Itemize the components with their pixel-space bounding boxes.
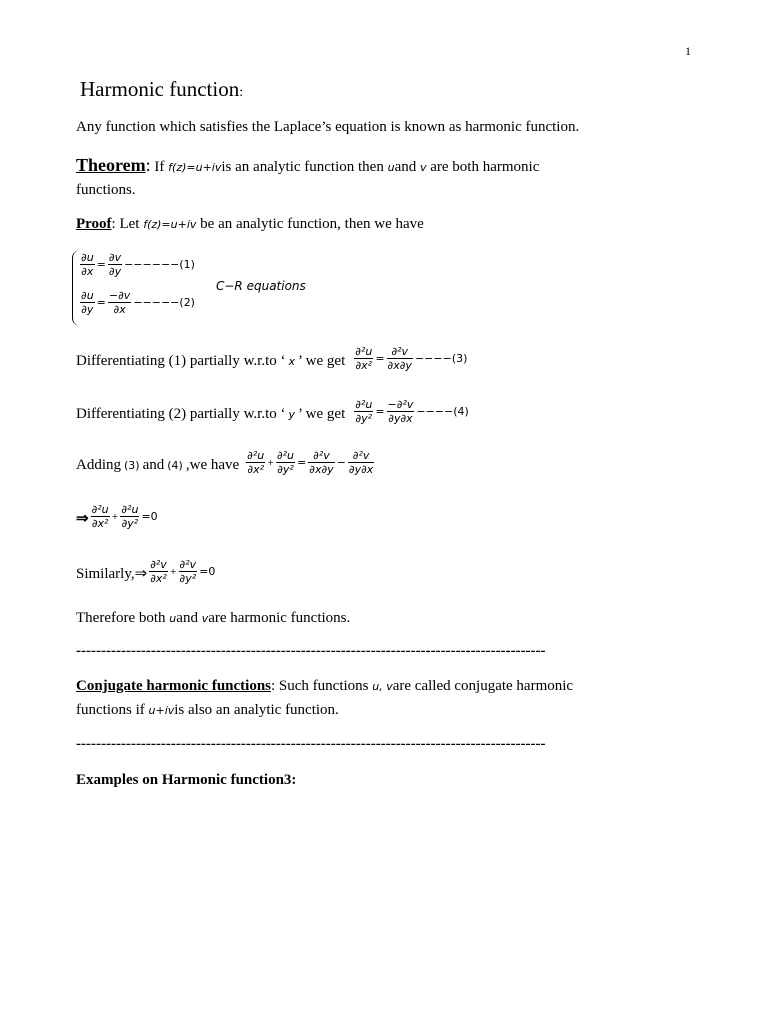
conjugate-text4: is also an analytic function. bbox=[174, 702, 339, 718]
cr-label: C−R equations bbox=[216, 279, 306, 293]
proof-fz: f(z)=u+iv bbox=[143, 218, 197, 231]
examples-heading: Examples on Harmonic function3: bbox=[76, 772, 297, 788]
adding-equation: $\frac{\text{∂²u}}{\text{∂x²}}$ + $\frac{\text{∂²u}}{\text{∂y²}}$ = $\frac{\text{∂²v}}{\partial x\partial y}$ − $\frac{\text{∂²v}}{\partial y\partial x}$ bbox=[247, 449, 374, 476]
divider-2: ---------------------------------------------------------------------------------------------- bbox=[76, 736, 546, 752]
adding-ref1: (3) bbox=[124, 459, 140, 472]
theorem-colon: : bbox=[145, 155, 151, 175]
conjugate-text2: are called conjugate harmonic bbox=[392, 678, 574, 694]
diff1-text2: ’ we get bbox=[298, 353, 346, 369]
similarly-equation: $\frac{\text{∂²v}}{\text{∂x²}}$ + $\frac{\text{∂²v}}{\text{∂y²}}$ =0 bbox=[150, 558, 216, 585]
theorem-v: v bbox=[419, 161, 427, 174]
diff2-var: y bbox=[288, 408, 296, 421]
similarly-text: Similarly,⇒ bbox=[76, 566, 148, 582]
diff1-text: Differentiating (1) partially w.r.to ‘ bbox=[76, 353, 286, 369]
theorem-u: u bbox=[387, 161, 395, 174]
theorem-fz: f(z)=u+iv bbox=[168, 161, 222, 174]
proof-text: be an analytic function, then we have bbox=[200, 216, 424, 232]
diff1-equation: $\frac{\text{∂²u}}{\text{∂x²}}$ = $\frac{\text{∂²v}}{\partial x\partial y}$ −−−−(3) bbox=[355, 345, 468, 372]
therefore-u: u bbox=[169, 612, 177, 625]
therefore-text1: Therefore both bbox=[76, 610, 166, 626]
cr-tag-1: −−−−−−(1) bbox=[124, 258, 195, 271]
conjugate-label: Conjugate harmonic functions bbox=[76, 678, 272, 694]
diff2-text2: ’ we get bbox=[298, 406, 346, 422]
diff2-line bbox=[76, 398, 469, 425]
cr-equation-1: $\frac{\partial u}{\partial x}$ = $\frac{\partial v}{\partial y}$ −−−−−−(1) bbox=[81, 251, 195, 278]
therefore-v: v bbox=[201, 612, 209, 625]
theorem-text1: is an analytic function then bbox=[221, 159, 384, 175]
theorem-if: If bbox=[154, 159, 165, 175]
conjugate-text3: functions if bbox=[76, 702, 145, 718]
theorem-text3: functions. bbox=[76, 182, 136, 198]
proof-let: : Let bbox=[111, 216, 140, 232]
similarly-line bbox=[76, 558, 216, 585]
title-colon: : bbox=[239, 85, 244, 100]
adding-line bbox=[76, 449, 374, 476]
result-u-line bbox=[76, 503, 158, 530]
divider-1: ---------------------------------------------------------------------------------------------- bbox=[76, 643, 546, 659]
therefore-text2: are harmonic functions. bbox=[208, 610, 351, 626]
diff1-var: x bbox=[288, 355, 296, 368]
diff2-tag: −−−−(4) bbox=[416, 405, 469, 418]
conjugate-line-1 bbox=[76, 678, 573, 695]
conjugate-line-2 bbox=[76, 702, 339, 719]
adding-ref2: (4) bbox=[167, 459, 183, 472]
cr-equation-2: $\frac{\partial u}{\partial y}$ = $\frac{-\partial v}{\partial x}$ −−−−−(2) bbox=[81, 289, 195, 316]
proof-line bbox=[76, 216, 424, 233]
diff2-text: Differentiating (2) partially w.r.to ‘ bbox=[76, 406, 286, 422]
conjugate-uiv: u+iv bbox=[148, 704, 175, 717]
cr-tag-2: −−−−−(2) bbox=[133, 296, 195, 309]
title-text: Harmonic function bbox=[80, 77, 240, 101]
conjugate-text1: : Such functions bbox=[271, 678, 369, 694]
theorem-label: Theorem bbox=[76, 155, 146, 175]
adding-text: Adding bbox=[76, 457, 121, 473]
theorem-and: and bbox=[394, 159, 417, 175]
result-u-arrow: ⇒ bbox=[76, 511, 89, 527]
page-number: 1 bbox=[685, 44, 691, 58]
diff1-line bbox=[76, 345, 468, 372]
diff1-tag: −−−−(3) bbox=[414, 352, 468, 365]
therefore-and: and bbox=[176, 610, 198, 626]
adding-and: and bbox=[142, 457, 165, 473]
theorem-text2: are both harmonic bbox=[430, 159, 540, 175]
adding-text2: ,we have bbox=[185, 457, 240, 473]
result-u-equation: $\frac{\text{∂²u}}{\text{∂x²}}$ + $\frac{\text{∂²u}}{\text{∂y²}}$ =0 bbox=[91, 503, 158, 530]
conjugate-uv: u, v bbox=[372, 680, 393, 693]
diff2-equation: $\frac{\text{∂²u}}{\text{∂y²}}$ = $\frac{\text{−∂²v}}{\partial y\partial x}$ −−−−(4) bbox=[355, 398, 469, 425]
definition-text: Any function which satisfies the Laplace’s equation is known as harmonic function. bbox=[76, 119, 580, 135]
theorem-line bbox=[76, 155, 539, 176]
therefore-line bbox=[76, 610, 350, 627]
page-title bbox=[80, 77, 243, 102]
proof-label: Proof bbox=[76, 216, 112, 232]
